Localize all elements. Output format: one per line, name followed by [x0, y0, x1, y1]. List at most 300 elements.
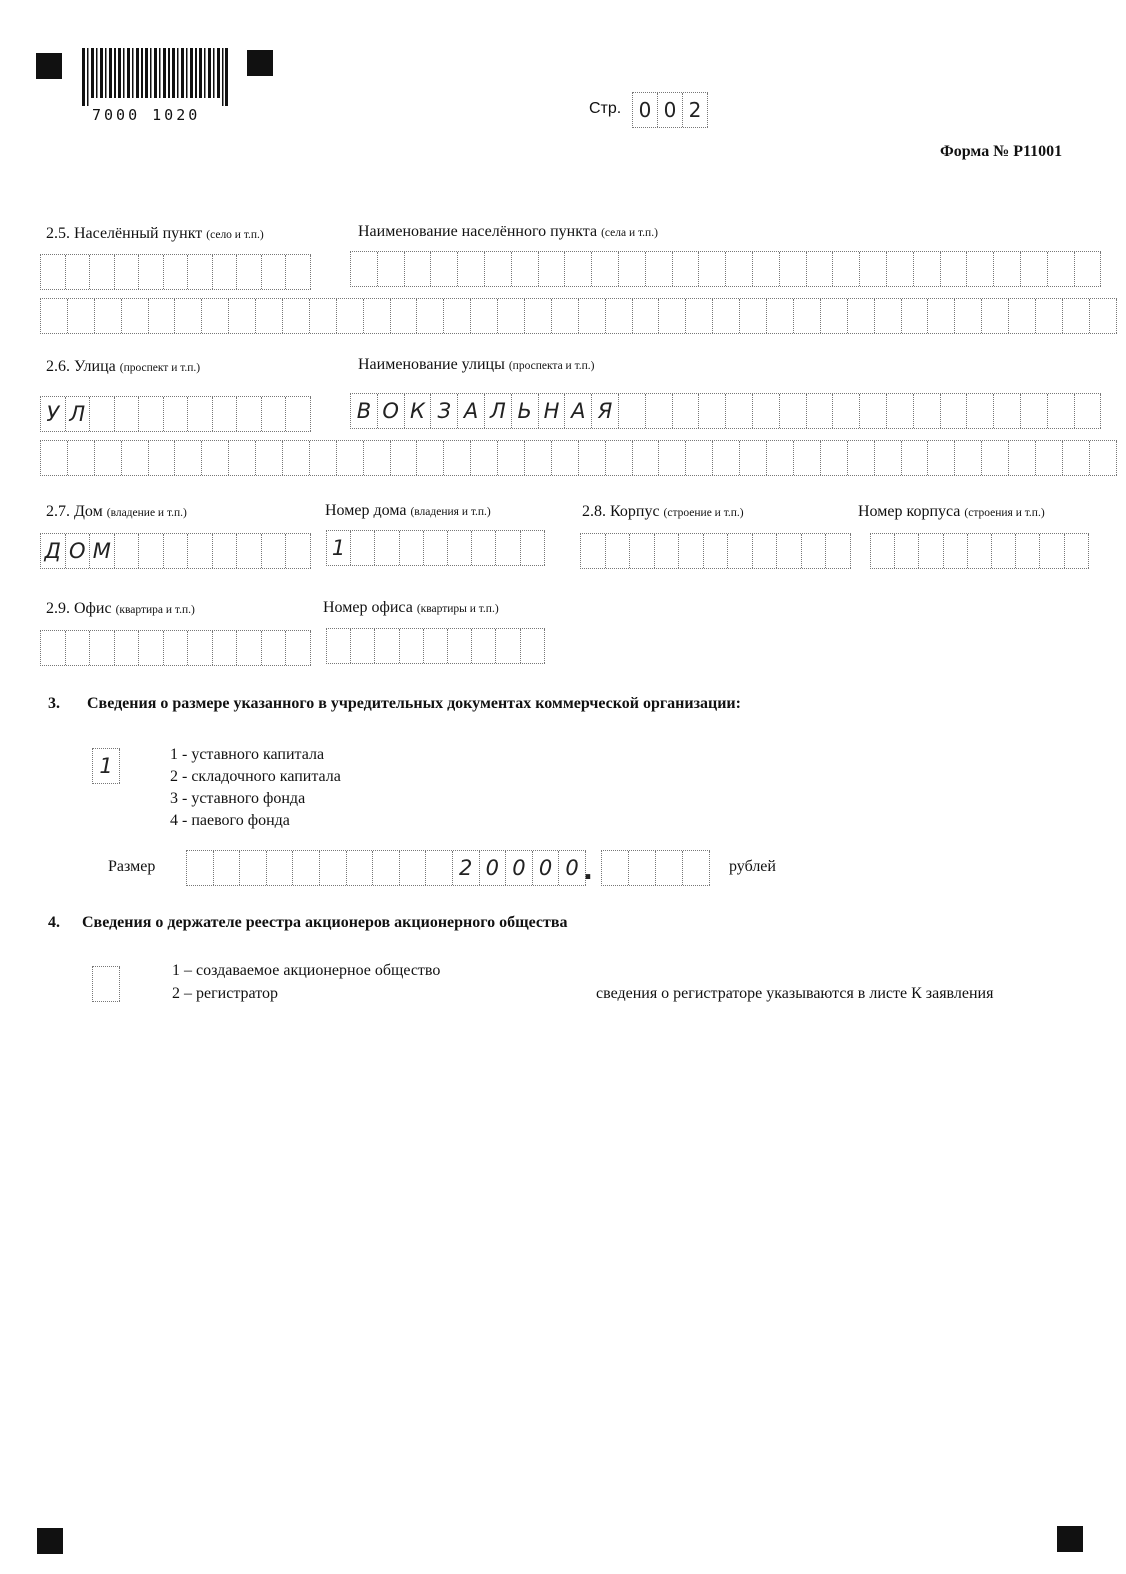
form-cell — [373, 851, 400, 885]
form-cell — [848, 299, 875, 333]
form-cell — [400, 531, 424, 565]
s25-label-main: 2.5. Населённый пункт — [46, 225, 203, 242]
s29-num-field[interactable] — [326, 628, 545, 664]
form-cell — [1090, 299, 1117, 333]
s29-num-main: Номер офиса — [323, 599, 413, 616]
s29-num-label — [323, 599, 499, 617]
form-cell — [351, 252, 378, 286]
form-cell: 1 — [327, 531, 351, 565]
form-cell — [424, 531, 448, 565]
form-cell — [780, 252, 807, 286]
form-cell — [351, 531, 375, 565]
s3-title: Сведения о размере указанного в учредительных документах коммерческой организации: — [87, 695, 741, 712]
form-cell — [68, 299, 95, 333]
form-cell — [41, 299, 68, 333]
form-cell — [521, 531, 545, 565]
form-cell — [337, 441, 364, 475]
form-cell — [1048, 394, 1075, 428]
form-cell — [994, 252, 1021, 286]
form-cell — [875, 441, 902, 475]
form-cell — [164, 534, 189, 568]
form-cell — [115, 534, 140, 568]
form-cell — [378, 252, 405, 286]
barcode-number: 7000 1020 — [92, 106, 201, 124]
form-cell — [237, 397, 262, 431]
form-cell — [1016, 534, 1040, 568]
s26-label-hint: (проспект и т.п.) — [119, 362, 201, 374]
s3-option-1: 1 - уставного капитала — [170, 746, 325, 763]
form-cell — [679, 534, 704, 568]
form-cell — [728, 534, 753, 568]
form-cell — [579, 441, 606, 475]
form-cell — [992, 534, 1016, 568]
form-cell — [139, 255, 164, 289]
form-cell — [95, 441, 122, 475]
form-cell: 0 — [480, 851, 507, 885]
s28-label — [582, 503, 744, 521]
form-cell — [214, 851, 241, 885]
form-cell — [1063, 299, 1090, 333]
s27-num-hint: (владения и т.п.) — [410, 506, 491, 518]
form-cell — [448, 531, 472, 565]
corner-marker-bottom-left — [37, 1528, 63, 1554]
form-cell — [794, 441, 821, 475]
s26-label — [46, 358, 200, 376]
page-number-grid — [632, 92, 708, 128]
form-cell — [780, 394, 807, 428]
form-cell — [629, 851, 656, 885]
form-cell — [713, 441, 740, 475]
s28-label-main: 2.8. Корпус — [582, 503, 660, 520]
form-cell — [802, 534, 827, 568]
form-cell — [967, 394, 994, 428]
form-cell — [565, 252, 592, 286]
s4-number: 4. — [48, 914, 60, 931]
form-cell — [512, 252, 539, 286]
form-cell — [237, 631, 262, 665]
form-cell — [794, 299, 821, 333]
form-cell — [606, 299, 633, 333]
form-cell — [592, 252, 619, 286]
form-cell — [821, 441, 848, 475]
form-cell: 0 — [506, 851, 533, 885]
s27-num-field[interactable] — [326, 530, 545, 566]
form-cell — [90, 255, 115, 289]
s28-num-main: Номер корпуса — [858, 503, 961, 520]
form-cell: В — [351, 394, 378, 428]
form-cell — [286, 255, 311, 289]
form-cell — [175, 299, 202, 333]
page-digit: 2 — [683, 93, 708, 127]
s27-num-label — [325, 502, 491, 520]
barcode-icon — [82, 48, 228, 106]
form-cell — [188, 534, 213, 568]
form-cell — [286, 534, 311, 568]
s29-label-main: 2.9. Офис — [46, 600, 112, 617]
form-cell — [310, 441, 337, 475]
form-cell — [188, 255, 213, 289]
form-cell — [364, 299, 391, 333]
s25-name-hint: (села и т.п.) — [601, 227, 658, 239]
s3-size-dot: . — [583, 856, 593, 886]
form-cell — [424, 629, 448, 663]
form-cell — [444, 299, 471, 333]
form-cell: 2 — [453, 851, 480, 885]
form-cell — [1036, 299, 1063, 333]
form-cell — [286, 397, 311, 431]
form-cell — [602, 851, 629, 885]
s3-choice-cell: 1 — [93, 749, 120, 783]
s26-label-main: 2.6. Улица — [46, 358, 116, 375]
form-cell — [655, 534, 680, 568]
s26-name-label — [358, 356, 594, 374]
form-cell — [606, 441, 633, 475]
form-cell — [726, 394, 753, 428]
s4-option-2: 2 – регистратор — [172, 985, 278, 1002]
s25-label — [46, 225, 264, 243]
s4-choice-cell — [93, 967, 120, 1001]
form-cell — [539, 252, 566, 286]
form-cell — [944, 534, 968, 568]
form-cell — [740, 299, 767, 333]
s4-option-1: 1 – создаваемое акционерное общество — [172, 962, 441, 979]
form-cell — [175, 441, 202, 475]
form-cell — [807, 252, 834, 286]
form-cell — [619, 394, 646, 428]
s3-fraction-field[interactable] — [601, 850, 710, 886]
form-cell — [871, 534, 895, 568]
form-cell: 0 — [533, 851, 560, 885]
form-cell — [139, 631, 164, 665]
form-cell — [496, 531, 520, 565]
form-cell — [391, 299, 418, 333]
form-cell — [1090, 441, 1117, 475]
s28-num-label — [858, 503, 1045, 521]
form-cell — [164, 255, 189, 289]
form-cell — [375, 629, 399, 663]
form-cell — [417, 441, 444, 475]
s29-label — [46, 600, 195, 618]
form-cell — [914, 252, 941, 286]
s3-option-3: 3 - уставного фонда — [170, 790, 306, 807]
form-cell — [149, 299, 176, 333]
form-cell — [833, 394, 860, 428]
form-cell — [115, 255, 140, 289]
form-cell — [202, 299, 229, 333]
form-cell — [229, 441, 256, 475]
form-cell — [753, 534, 778, 568]
form-cell — [262, 397, 287, 431]
form-cell — [213, 534, 238, 568]
form-cell — [256, 299, 283, 333]
form-cell — [139, 534, 164, 568]
form-cell — [458, 252, 485, 286]
s27-type-field[interactable] — [40, 533, 311, 569]
s27-label-hint: (владение и т.п.) — [106, 507, 187, 519]
form-cell — [213, 631, 238, 665]
s26-name-hint: (проспекта и т.п.) — [508, 360, 595, 372]
form-cell — [552, 299, 579, 333]
form-cell — [267, 851, 294, 885]
form-cell — [928, 299, 955, 333]
form-cell — [188, 631, 213, 665]
form-cell: Н — [539, 394, 566, 428]
form-cell — [283, 441, 310, 475]
s25-name-label — [358, 223, 658, 241]
form-cell — [375, 531, 399, 565]
s26-name-field-line2[interactable] — [40, 440, 1117, 476]
form-cell — [699, 252, 726, 286]
form-cell — [579, 299, 606, 333]
form-cell — [347, 851, 374, 885]
form-cell: З — [431, 394, 458, 428]
form-cell — [619, 252, 646, 286]
s3-size-label: Размер — [108, 858, 156, 875]
form-cell: К — [405, 394, 432, 428]
form-cell — [895, 534, 919, 568]
form-cell — [1048, 252, 1075, 286]
form-cell — [606, 534, 631, 568]
form-cell — [726, 252, 753, 286]
form-cell — [122, 299, 149, 333]
form-cell: А — [458, 394, 485, 428]
corner-marker-top-right — [247, 50, 273, 76]
form-cell — [683, 851, 710, 885]
form-cell — [122, 441, 149, 475]
s25-name-field-line2[interactable] — [40, 298, 1117, 334]
form-cell — [237, 534, 262, 568]
form-cell — [955, 441, 982, 475]
form-cell — [213, 397, 238, 431]
form-cell — [633, 299, 660, 333]
form-cell — [237, 255, 262, 289]
s27-label — [46, 503, 187, 521]
form-cell — [982, 299, 1009, 333]
s28-label-hint: (строение и т.п.) — [663, 507, 744, 519]
form-cell — [293, 851, 320, 885]
form-cell — [95, 299, 122, 333]
form-cell — [496, 629, 520, 663]
page-digit: 0 — [658, 93, 683, 127]
s27-label-main: 2.7. Дом — [46, 503, 103, 520]
page-label: Стр. — [589, 100, 622, 117]
form-cell — [115, 397, 140, 431]
form-cell — [213, 255, 238, 289]
corner-marker-top-left — [36, 53, 62, 79]
page-digit: 0 — [633, 93, 658, 127]
form-cell — [310, 299, 337, 333]
s26-type-field[interactable] — [40, 396, 311, 432]
form-cell — [417, 299, 444, 333]
s3-number: 3. — [48, 695, 60, 712]
form-cell — [41, 631, 66, 665]
form-cell — [656, 851, 683, 885]
form-cell — [777, 534, 802, 568]
form-cell — [552, 441, 579, 475]
form-cell: А — [565, 394, 592, 428]
form-cell — [262, 631, 287, 665]
form-cell — [833, 252, 860, 286]
form-cell — [229, 299, 256, 333]
form-cell — [320, 851, 347, 885]
s28-num-hint: (строения и т.п.) — [964, 507, 1045, 519]
form-cell — [887, 252, 914, 286]
form-cell — [400, 851, 427, 885]
form-cell: 0 — [559, 851, 586, 885]
form-cell — [498, 299, 525, 333]
form-cell: У — [41, 397, 66, 431]
s28-num-field[interactable] — [870, 533, 1089, 569]
form-cell: О — [378, 394, 405, 428]
corner-marker-bottom-right — [1057, 1526, 1083, 1552]
s29-label-hint: (квартира и т.п.) — [115, 604, 195, 616]
form-cell — [659, 441, 686, 475]
form-cell — [391, 441, 418, 475]
form-cell: Л — [66, 397, 91, 431]
form-cell — [875, 299, 902, 333]
form-cell — [337, 299, 364, 333]
form-cell — [887, 394, 914, 428]
s4-title: Сведения о держателе реестра акционеров акционерного общества — [82, 914, 568, 931]
form-cell — [448, 629, 472, 663]
form-cell — [902, 441, 929, 475]
form-cell — [713, 299, 740, 333]
form-cell — [955, 299, 982, 333]
form-cell — [630, 534, 655, 568]
form-cell — [472, 629, 496, 663]
s29-type-field[interactable] — [40, 630, 311, 666]
form-cell — [240, 851, 267, 885]
form-cell — [472, 531, 496, 565]
form-cell — [659, 299, 686, 333]
form-cell — [525, 441, 552, 475]
form-cell — [498, 441, 525, 475]
form-cell — [1021, 252, 1048, 286]
form-cell — [1075, 394, 1102, 428]
form-cell: Ь — [512, 394, 539, 428]
form-cell: М — [90, 534, 115, 568]
form-cell — [994, 394, 1021, 428]
form-cell — [860, 394, 887, 428]
s4-choice-field[interactable] — [92, 966, 120, 1002]
form-cell — [767, 441, 794, 475]
form-cell — [673, 252, 700, 286]
form-cell — [202, 441, 229, 475]
form-cell — [68, 441, 95, 475]
form-cell — [826, 534, 851, 568]
form-cell — [364, 441, 391, 475]
form-cell: Д — [41, 534, 66, 568]
form-cell — [928, 441, 955, 475]
s26-name-main: Наименование улицы — [358, 356, 505, 373]
form-cell — [90, 631, 115, 665]
form-cell — [115, 631, 140, 665]
s3-size-field[interactable] — [186, 850, 586, 886]
form-cell — [90, 397, 115, 431]
form-cell — [139, 397, 164, 431]
form-cell — [767, 299, 794, 333]
s25-type-field[interactable] — [40, 254, 311, 290]
s26-name-field[interactable] — [350, 393, 1101, 429]
form-cell — [967, 252, 994, 286]
s27-num-main: Номер дома — [325, 502, 407, 519]
form-cell — [262, 255, 287, 289]
form-cell — [405, 252, 432, 286]
form-cell — [1036, 441, 1063, 475]
s25-label-hint: (село и т.п.) — [206, 229, 264, 241]
s3-choice-field[interactable] — [92, 748, 120, 784]
form-cell — [753, 252, 780, 286]
form-cell — [471, 299, 498, 333]
s4-note: сведения о регистраторе указываются в листе К заявления — [596, 985, 994, 1002]
form-cell — [187, 851, 214, 885]
form-cell — [66, 255, 91, 289]
form-cell — [941, 394, 968, 428]
form-cell — [286, 631, 311, 665]
form-cell — [351, 629, 375, 663]
form-cell — [1063, 441, 1090, 475]
form-cell — [919, 534, 943, 568]
form-cell — [860, 252, 887, 286]
form-cell — [164, 397, 189, 431]
form-cell — [968, 534, 992, 568]
form-cell — [149, 441, 176, 475]
form-cell — [1065, 534, 1089, 568]
form-cell — [704, 534, 729, 568]
form-cell — [41, 441, 68, 475]
s29-num-hint: (квартиры и т.п.) — [416, 603, 499, 615]
form-cell — [256, 441, 283, 475]
form-cell — [1009, 299, 1036, 333]
form-cell — [525, 299, 552, 333]
form-cell — [646, 252, 673, 286]
form-cell — [444, 441, 471, 475]
form-cell — [821, 299, 848, 333]
form-cell — [581, 534, 606, 568]
form-cell — [521, 629, 545, 663]
form-cell — [753, 394, 780, 428]
form-cell — [485, 252, 512, 286]
form-cell — [41, 255, 66, 289]
form-cell — [902, 299, 929, 333]
form-cell — [807, 394, 834, 428]
s3-currency: рублей — [729, 858, 776, 875]
s25-name-main: Наименование населённого пункта — [358, 223, 598, 240]
form-cell — [686, 299, 713, 333]
form-cell — [848, 441, 875, 475]
form-cell — [914, 394, 941, 428]
form-cell — [646, 394, 673, 428]
form-cell — [633, 441, 660, 475]
form-cell — [400, 629, 424, 663]
form-cell — [673, 394, 700, 428]
form-cell — [431, 252, 458, 286]
form-cell — [262, 534, 287, 568]
form-cell — [941, 252, 968, 286]
form-cell — [1009, 441, 1036, 475]
form-cell: О — [66, 534, 91, 568]
form-cell — [740, 441, 767, 475]
form-title: Форма № Р11001 — [940, 143, 1063, 160]
s28-type-field[interactable] — [580, 533, 851, 569]
form-cell: Л — [485, 394, 512, 428]
form-cell — [188, 397, 213, 431]
form-cell: Я — [592, 394, 619, 428]
form-cell — [1021, 394, 1048, 428]
s25-name-field[interactable] — [350, 251, 1101, 287]
form-cell — [982, 441, 1009, 475]
form-cell — [66, 631, 91, 665]
